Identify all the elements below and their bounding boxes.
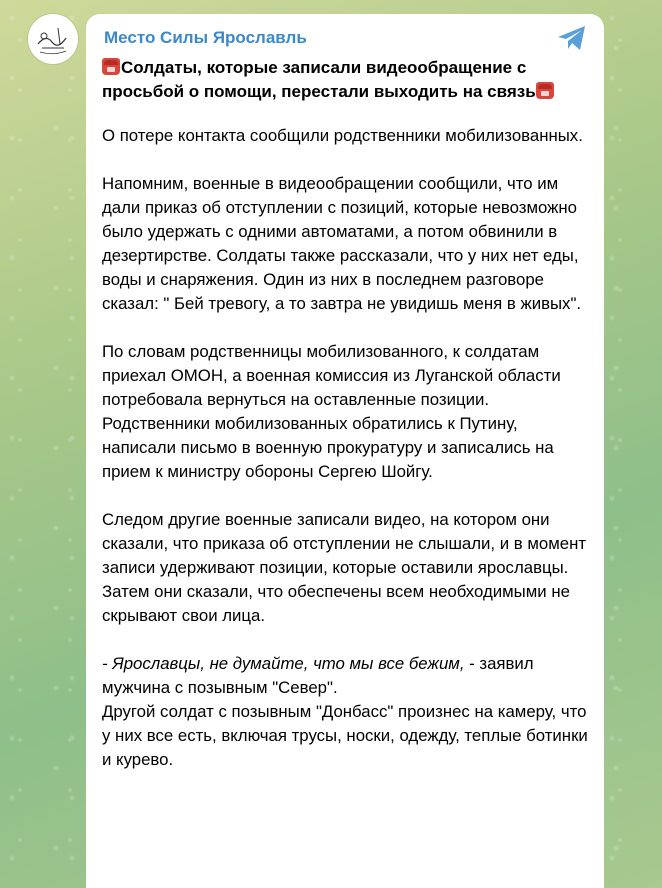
post-paragraph: Следом другие военные записали видео, на котором они сказали, что приказа об отступлении не слышали, и в момент записи удерживают позиции, которые оставили ярославцы. Затем они сказали, что обеспечены всем необходимыми не скрывают свои лица. — [102, 510, 587, 625]
quote-rest: - заявил мужчина с позывным "Север". — [102, 654, 534, 697]
post-headline — [102, 56, 588, 104]
headline-text: Солдаты, которые записали видеообращение с просьбой о помощи, перестали выходить на связь — [102, 58, 536, 101]
avatar-drawing-icon — [28, 14, 78, 64]
channel-avatar[interactable] — [28, 14, 78, 64]
telegram-share-icon[interactable] — [556, 24, 588, 52]
post-paragraph: По словам родственницы мобилизованного, к солдатам приехал ОМОН, а военная комиссия из Луганской области потребовала вернуться на оставленные позиции. Родственники мобилизованных обратились к Путину, написали письмо в военную прокуратуру и записались на прием к министру обороны Сергею Шойгу. — [102, 342, 561, 481]
post-last-paragraph: Другой солдат с позывным "Донбасс" произнес на камеру, что у них все есть, включая трусы, носки, одежду, теплые ботинки и курево. — [102, 702, 588, 769]
post-paragraph: Напомним, военные в видеообращении сообщили, что им дали приказ об отступлении с позиций, которые невозможно было удержать с одними автоматами, а потом обвинили в дезертирстве. Солдаты также рассказали, что у них нет еды, воды и снаряжения. Один из них в последнем разговоре сказал: " Бей тревогу, а то завтра не увидишь меня в живых". — [102, 174, 582, 313]
telephone-emoji-icon — [536, 82, 554, 99]
telephone-emoji-icon — [102, 58, 120, 75]
post-paragraph: О потере контакта сообщили родственники мобилизованных. — [102, 126, 583, 145]
post-quote — [102, 652, 588, 700]
quote-italic: - Ярославцы, не думайте, что мы все бежим, — [102, 654, 465, 673]
message-bubble — [86, 14, 604, 888]
channel-name[interactable]: Место Силы Ярославль — [104, 28, 307, 47]
